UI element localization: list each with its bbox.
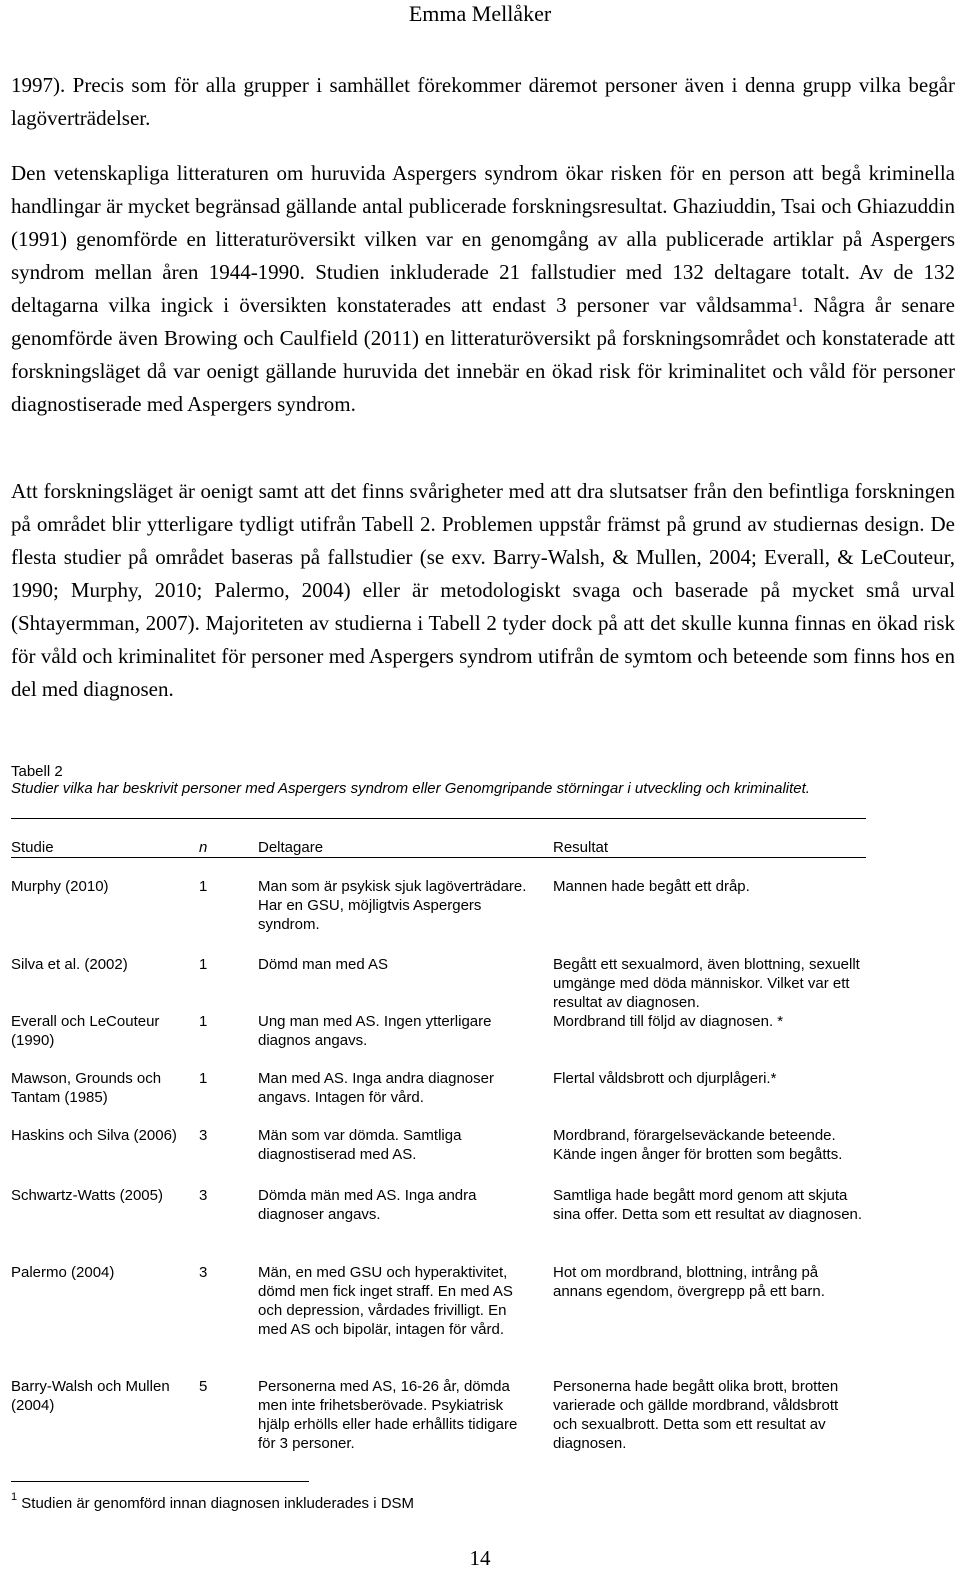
cell-n: 3 — [199, 1127, 208, 1144]
table-label: Tabell 2 — [11, 763, 63, 780]
cell-participants: Män, en med GSU och hyperaktivitet, dömd men fick inget straff. En med AS och depression, vårdades frivilligt. En med AS och bipolär, intagen för vård. — [258, 1264, 513, 1338]
cell-n: 3 — [199, 1264, 208, 1281]
running-header-author: Emma Mellåker — [408, 1, 552, 26]
cell-participants: Män som var dömda. Samtliga diagnostiserad med AS. — [258, 1127, 462, 1163]
cell-n: 1 — [199, 1070, 208, 1087]
cell-result: Hot om mordbrand, blottning, intrång på annans egendom, övergrepp på ett barn. — [553, 1264, 825, 1300]
cell-participants: Dömda män med AS. Inga andra diagnoser angavs. — [258, 1187, 477, 1223]
table-top-rule — [11, 818, 866, 819]
cell-result: Personerna hade begått olika brott, brotten varierade och gällde mordbrand, våldsbrott och sexualbrott. Detta som ett resultat av diagnosen. — [553, 1378, 839, 1452]
cell-study: Palermo (2004) — [11, 1264, 115, 1281]
cell-study: Mawson, Grounds och Tantam (1985) — [11, 1070, 162, 1106]
cell-n: 3 — [199, 1187, 208, 1204]
cell-result: Samtliga hade begått mord genom att skjuta sina offer. Detta som ett resultat av diagnosen. — [553, 1187, 863, 1223]
cell-participants: Personerna med AS, 16-26 år, dömda men inte frihetsberövade. Psykiatrisk hjälp erhölls eller hade erhållits tidigare för 3 personer. — [258, 1378, 518, 1452]
column-header-result: Resultat — [553, 839, 609, 856]
footnote-marker: 1 — [11, 1491, 18, 1503]
paragraph-2-text: Den vetenskapliga litteraturen om huruvida Aspergers syndrom ökar risken för en person att begå kriminella handlingar är mycket begränsad gällande antal publicerade forskningsresultat. Ghaziuddin, Tsai och Ghiazuddin (1991) genomförde en litteraturöversikt vilken var en genomgång av alla publicerade artiklar på Aspergers syndrom mellan åren 1944-1990. Studien inkluderade 21 fallstudier med 132 deltagare totalt. Av de 132 deltagarna vilka ingick i översikten konstaterades att endast 3 personer var våldsamma — [11, 161, 955, 317]
cell-n: 1 — [199, 878, 208, 895]
paragraph-1: 1997). Precis som för alla grupper i samhället förekommer däremot personer även i denna grupp vilka begår lagöverträdelser. — [11, 73, 955, 130]
cell-study: Barry-Walsh och Mullen (2004) — [11, 1378, 170, 1414]
cell-result: Flertal våldsbrott och djurplågeri.* — [553, 1070, 777, 1087]
cell-study: Murphy (2010) — [11, 878, 109, 895]
cell-participants: Dömd man med AS — [258, 956, 389, 973]
cell-n: 1 — [199, 956, 208, 973]
cell-result: Begått ett sexualmord, även blottning, sexuellt umgänge med döda människor. Vilket var ett resultat av diagnosen. — [553, 956, 860, 1011]
cell-n: 5 — [199, 1378, 208, 1395]
column-header-n: n — [199, 839, 208, 856]
table-header-rule — [11, 857, 866, 858]
footnote-separator — [11, 1481, 309, 1482]
footnote-text: Studien är genomförd innan diagnosen inkluderades i DSM — [21, 1495, 415, 1512]
table-caption: Studier vilka har beskrivit personer med Aspergers syndrom eller Genomgripande störningar i utveckling och kriminalitet. — [11, 780, 810, 797]
column-header-study: Studie — [11, 839, 54, 856]
cell-study: Schwartz-Watts (2005) — [11, 1187, 163, 1204]
cell-study: Haskins och Silva (2006) — [11, 1127, 177, 1144]
paragraph-2 — [11, 157, 955, 421]
page-number: 14 — [469, 1546, 491, 1570]
cell-result: Mordbrand, förargelseväckande beteende. Kände ingen ånger för brotten som begåtts. — [553, 1127, 843, 1163]
cell-n: 1 — [199, 1013, 208, 1030]
paragraph-3: Att forskningsläget är oenigt samt att det finns svårigheter med att dra slutsatser från den befintliga forskningen på området blir ytterligare tydligt utifrån Tabell 2. Problemen uppstår främst på grund av studiernas design. De flesta studier på området baseras på fallstudier (se exv. Barry-Walsh, & Mullen, 2004; Everall, & LeCouteur, 1990; Murphy, 2010; Palermo, 2004) eller är metodologiskt svaga och baserade på mycket små urval (Shtayermman, 2007). Majoriteten av studierna i Tabell 2 tyder dock på att det skulle kunna finnas en ökad risk för våld och kriminalitet för personer med Aspergers syndrom utifrån de symtom och beteende som finns hos en del med diagnosen. — [11, 479, 955, 701]
footnote — [11, 1491, 415, 1513]
cell-result: Mannen hade begått ett dråp. — [553, 878, 750, 895]
cell-participants: Man som är psykisk sjuk lagöverträdare. Har en GSU, möjligtvis Aspergers syndrom. — [258, 878, 527, 933]
cell-participants: Ung man med AS. Ingen ytterligare diagnos angavs. — [258, 1013, 492, 1049]
cell-result: Mordbrand till följd av diagnosen. * — [553, 1013, 784, 1030]
cell-study: Everall och LeCouteur (1990) — [11, 1013, 160, 1049]
column-header-participants: Deltagare — [258, 839, 324, 856]
cell-study: Silva et al. (2002) — [11, 956, 128, 973]
paragraph-2-text-continued: . Några år senare genomförde även Browing och Caulfield (2011) en litteraturöversikt på forskningsområdet och konstaterade att forskningsläget då var oenigt gällande huruvida det innebär en ökad risk för kriminalitet och våld för personer diagnostiserade med Aspergers syndrom. — [11, 293, 955, 416]
footnote-ref-marker[interactable]: 1 — [791, 294, 799, 309]
cell-participants: Man med AS. Inga andra diagnoser angavs. Intagen för vård. — [258, 1070, 494, 1106]
